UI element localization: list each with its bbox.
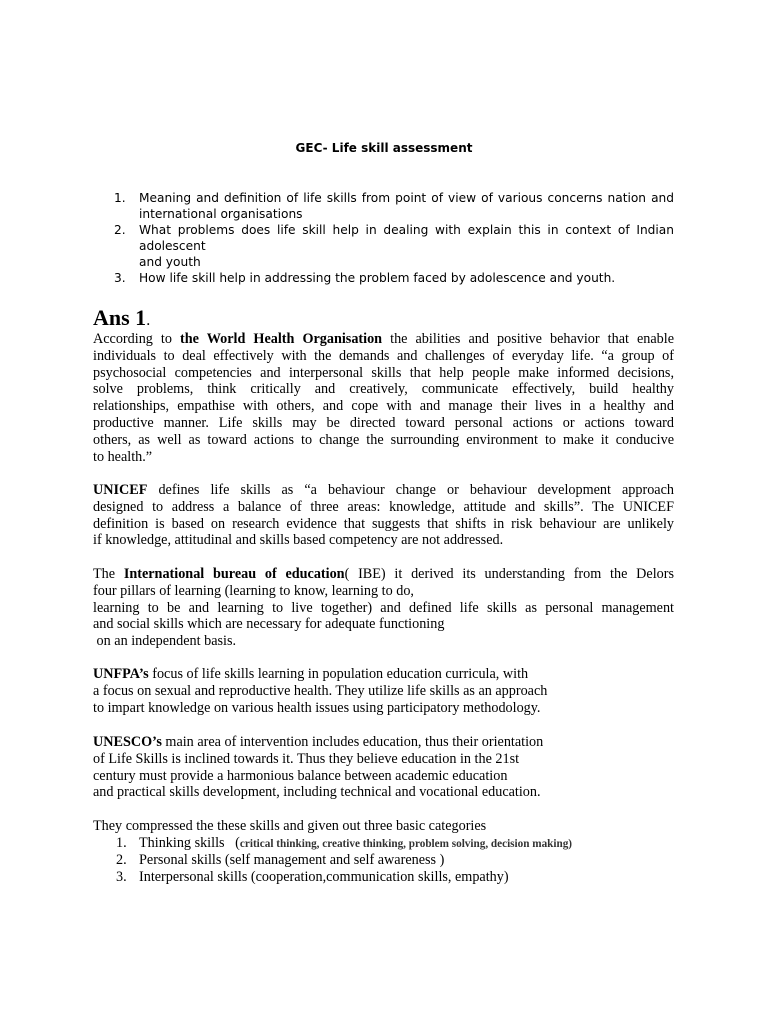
text-run: According to (93, 331, 181, 347)
text-run: defines life skills as “a behaviour change or behaviour development approach (147, 482, 674, 498)
paragraph-line: on an independent basis. (93, 633, 237, 650)
category-number: 3. (116, 869, 127, 885)
paragraph-line: psychosocial competencies and interpersonal skills that help people make informed decisions, (93, 364, 674, 381)
org-name: International bureau of education (123, 566, 345, 582)
question-text-line: How life skill help in addressing the problem faced by adolescence and youth. (139, 271, 616, 285)
category-item (116, 852, 676, 869)
category-number: 1. (116, 835, 127, 851)
paragraph-line: learning to be and learning to live together) and defined life skills as personal management (93, 599, 674, 616)
who-paragraph (93, 331, 674, 465)
paragraph-line: individuals to deal effectively with the demands and challenges of everyday life. “a group of (93, 347, 674, 364)
text-run: main area of intervention includes education, thus their orientation (161, 734, 544, 750)
question-list (114, 190, 674, 286)
category-number: 2. (116, 852, 127, 868)
question-item (114, 190, 674, 222)
question-number: 3. (114, 271, 126, 285)
paragraph-line: relationships, empathise with others, and cope with and manage their lives in a healthy and (93, 398, 674, 415)
answer-heading (93, 305, 150, 331)
ibe-paragraph (93, 566, 674, 650)
org-name: UNICEF (93, 482, 148, 498)
category-label: Thinking skills ( (139, 835, 240, 851)
org-name: UNESCO’s (93, 734, 162, 750)
paragraph-line: designed to address a balance of three areas: knowledge, attitude and skills”. The UNICEF (93, 498, 674, 515)
category-label: Personal skills (self management and self awareness ) (139, 852, 445, 868)
answer-heading-text: Ans 1 (93, 305, 147, 330)
paragraph-line: to health.” (93, 448, 153, 465)
question-number: 1. (114, 191, 126, 205)
paragraph-line: and practical skills development, including technical and vocational education. (93, 784, 541, 801)
category-list (116, 835, 676, 886)
question-text-line: international organisations (139, 207, 303, 221)
paragraph-line: solve problems, think critically and creatively, communicate effectively, build healthy (93, 381, 674, 398)
paragraph-line: of Life Skills is inclined towards it. Thus they believe education in the 21st (93, 750, 520, 767)
paragraph-line: definition is based on research evidence that suggests that shifts in risk behaviour are unlikely (93, 515, 674, 532)
paragraph-line: a focus on sexual and reproductive health. They utilize life skills as an approach (93, 682, 548, 699)
org-name: the World Health Organisation (180, 331, 383, 347)
question-text-line: Meaning and definition of life skills from point of view of various concerns nation and (139, 191, 674, 205)
paragraph-line: They compressed the these skills and given out three basic categories (93, 818, 487, 834)
paragraph-line: if knowledge, attitudinal and skills based competency are not addressed. (93, 532, 504, 549)
text-run: ( IBE) it derived its understanding from the Delors (344, 566, 674, 582)
paragraph-line (93, 482, 674, 499)
category-label: Interpersonal skills (cooperation,communication skills, empathy) (139, 869, 509, 885)
text-run: focus of life skills learning in population education curricula, with (148, 666, 529, 682)
paragraph-line (93, 734, 674, 751)
paragraph-line: four pillars of learning (learning to know, learning to do, (93, 582, 414, 599)
unfpa-paragraph (93, 666, 674, 716)
category-item (116, 835, 676, 852)
paragraph-line (93, 566, 674, 583)
category-detail: critical thinking, creative thinking, problem solving, decision making) (239, 838, 573, 850)
question-text-line: and youth (139, 255, 201, 269)
text-run: The (93, 566, 124, 582)
unicef-paragraph (93, 482, 674, 549)
answer-heading-dot: . (146, 312, 151, 329)
question-item (114, 222, 674, 270)
document-title: GEC- Life skill assessment (295, 141, 473, 155)
question-number: 2. (114, 223, 126, 237)
org-name: UNFPA’s (93, 666, 149, 682)
paragraph-line: and social skills which are necessary for adequate functioning (93, 616, 445, 633)
paragraph-line: productive manner. Life skills may be directed toward personal actions or actions toward (93, 414, 674, 431)
unesco-paragraph (93, 734, 674, 801)
paragraph-line: others, as well as toward actions to change the surrounding environment to make it conducive (93, 431, 674, 448)
question-text-line: What problems does life skill help in dealing with explain this in context of Indian adolescent (139, 223, 674, 253)
paragraph-line (93, 331, 674, 348)
category-item (116, 869, 676, 886)
text-run: the abilities and positive behavior that enable (382, 331, 675, 347)
paragraph-line: to impart knowledge on various health issues using participatory methodology. (93, 699, 541, 716)
paragraph-line (93, 666, 674, 683)
paragraph-line: century must provide a harmonious balance between academic education (93, 767, 508, 784)
categories-intro (93, 818, 674, 835)
question-item (114, 270, 674, 286)
